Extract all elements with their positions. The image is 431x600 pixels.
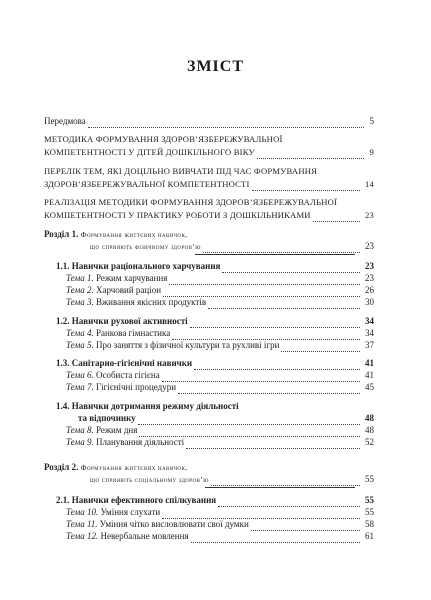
dot-leader bbox=[211, 474, 360, 486]
page-number: 48 bbox=[365, 413, 374, 423]
dot-leader bbox=[138, 413, 360, 425]
topic-label: Тема 3. bbox=[66, 297, 94, 307]
dot-leader bbox=[251, 519, 360, 531]
page-number: 23 bbox=[365, 241, 374, 251]
page-title: ЗМІСТ bbox=[187, 58, 244, 75]
chapter-title: Формування життєвих навичок, bbox=[80, 463, 188, 472]
topic-label: Тема 2. bbox=[66, 285, 94, 295]
topic-label: Тема 10. bbox=[66, 507, 99, 517]
toc-section-text: 2.1. Навички ефективного спілкування bbox=[56, 495, 217, 505]
topic-label: Тема 12. bbox=[66, 531, 99, 541]
toc-section-text: 1.1. Навички раціонального харчування bbox=[56, 261, 221, 271]
topic-label: Тема 9. bbox=[66, 437, 94, 447]
topic-text: Особиста гігієна bbox=[95, 370, 160, 380]
topic-label: Тема 4. bbox=[66, 328, 94, 338]
dot-leader bbox=[162, 507, 360, 519]
dot-leader bbox=[281, 340, 360, 352]
topic-text: Режим харчування bbox=[95, 273, 168, 283]
toc-section-text: 1.4. Навички дотримання режиму діяльності bbox=[56, 401, 239, 411]
dot-leader bbox=[172, 328, 360, 340]
topic-text: Вживання якісних продуктів bbox=[95, 297, 207, 307]
topic-text: Гігієнічні процедури bbox=[95, 382, 177, 392]
page-number: 23 bbox=[365, 261, 374, 271]
topic-text: Режим дня bbox=[95, 425, 138, 435]
page-number: 34 bbox=[365, 328, 374, 338]
dot-leader bbox=[194, 358, 360, 370]
toc-entry-text: МЕТОДИКА ФОРМУВАННЯ ЗДОРОВ’ЯЗБЕРЕЖУВАЛЬНОЇ bbox=[44, 134, 283, 144]
toc-entry-text: Передмова bbox=[44, 116, 86, 126]
topic-label: Тема 5. bbox=[66, 340, 94, 350]
dot-leader bbox=[186, 437, 360, 449]
topic-text: Про заняття з фізичної культури та рухливі ігри bbox=[95, 340, 280, 350]
topic-text: Ранкова гімнастика bbox=[95, 328, 171, 338]
topic-text: Уміння чітко висловлювати свої думки bbox=[99, 519, 249, 529]
chapter-prefix: Розділ 1. bbox=[44, 229, 79, 239]
topic-label: Тема 6. bbox=[66, 370, 94, 380]
dot-leader bbox=[178, 382, 360, 394]
topic-text: Харчовий раціон bbox=[95, 285, 162, 295]
dot-leader bbox=[169, 273, 360, 285]
topic-label: Тема 7. bbox=[66, 382, 94, 392]
toc-section-text: 1.3. Санітарно-гігієнічні навички bbox=[56, 358, 193, 368]
page-number: 41 bbox=[365, 370, 374, 380]
toc-section-text: та відпочинку bbox=[78, 413, 136, 423]
toc-section-text: 1.2. Навички рухової активності bbox=[56, 316, 188, 326]
dot-leader bbox=[313, 210, 360, 222]
dot-leader bbox=[191, 531, 360, 543]
topic-text: Планування діяльності bbox=[95, 437, 185, 447]
page-number: 41 bbox=[365, 358, 374, 368]
dot-leader bbox=[190, 316, 360, 328]
page-number: 5 bbox=[369, 116, 374, 126]
page-number: 45 bbox=[365, 382, 374, 392]
page-number: 55 bbox=[365, 495, 374, 505]
page-number: 30 bbox=[365, 297, 374, 307]
topic-text: Уміння слухати bbox=[100, 507, 161, 517]
dot-leader bbox=[222, 261, 360, 273]
page-number: 23 bbox=[365, 210, 374, 220]
topic-label: Тема 8. bbox=[66, 425, 94, 435]
page-number: 55 bbox=[365, 474, 374, 484]
chapter-title: що сприяють соціальному здоров’ю bbox=[90, 475, 209, 484]
page-number: 48 bbox=[365, 425, 374, 435]
page-number: 34 bbox=[365, 316, 374, 326]
dot-leader bbox=[162, 370, 360, 382]
page-number: 37 bbox=[365, 340, 374, 350]
topic-label: Тема 1. bbox=[66, 273, 94, 283]
page-number: 9 bbox=[369, 147, 374, 157]
toc-entry-text: ЗДОРОВ’ЯЗБЕРЕЖУВАЛЬНОЇ КОМПЕТЕНТНОСТІ bbox=[44, 179, 250, 189]
toc-entry-text: КОМПЕТЕНТНОСТІ У ПРАКТИКУ РОБОТИ З ДОШКІЛЬНИКАМИ bbox=[44, 210, 311, 220]
toc-entry-text: КОМПЕТЕНТНОСТІ У ДІТЕЙ ДОШКІЛЬНОГО ВІКУ bbox=[44, 147, 255, 157]
dot-leader bbox=[139, 425, 360, 437]
divider bbox=[195, 254, 355, 255]
page-number: 14 bbox=[365, 179, 374, 189]
dot-leader bbox=[163, 285, 360, 297]
dot-leader bbox=[257, 147, 364, 159]
toc-entry-text: РЕАЛІЗАЦІЯ МЕТОДИКИ ФОРМУВАННЯ ЗДОРОВ’ЯЗБЕРЕЖУВАЛЬНОЇ bbox=[44, 197, 338, 207]
chapter-title: Формування життєвих навичок, bbox=[80, 230, 188, 239]
page-number: 26 bbox=[365, 285, 374, 295]
dot-leader bbox=[218, 495, 360, 507]
chapter-title: що сприяють фізичному здоров’ю bbox=[90, 242, 201, 251]
page-number: 52 bbox=[365, 437, 374, 447]
dot-leader bbox=[203, 241, 360, 253]
page-number: 55 bbox=[365, 507, 374, 517]
toc-entry-text: ПЕРЕЛІК ТЕМ, ЯКІ ДОЦІЛЬНО ВИВЧАТИ ПІД ЧАС ФОРМУВАННЯ bbox=[44, 166, 318, 176]
page-number: 23 bbox=[365, 273, 374, 283]
topic-text: Невербальне мовлення bbox=[100, 531, 189, 541]
page-number: 58 bbox=[365, 519, 374, 529]
page-number: 61 bbox=[365, 531, 374, 541]
dot-leader bbox=[88, 116, 364, 128]
divider bbox=[205, 487, 355, 488]
chapter-prefix: Розділ 2. bbox=[44, 462, 79, 472]
dot-leader bbox=[252, 179, 360, 191]
topic-label: Тема 11. bbox=[66, 519, 98, 529]
dot-leader bbox=[208, 297, 360, 309]
